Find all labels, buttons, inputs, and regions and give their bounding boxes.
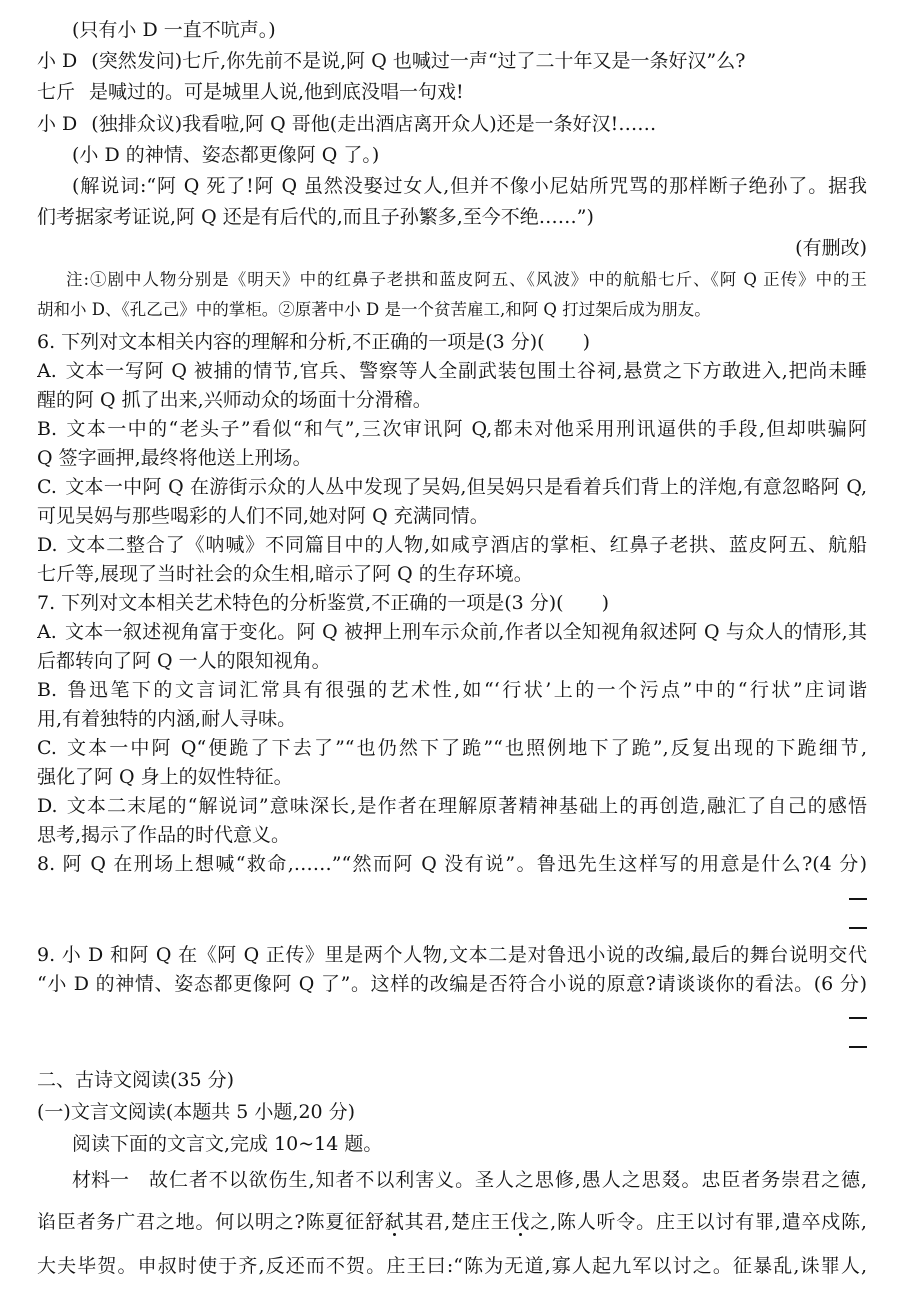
question-stem: 8. 阿 Q 在刑场上想喊“救命,……”“然而阿 Q 没有说”。鲁迅先生这样写的用意是什么?(4 分) <box>37 853 867 875</box>
option-d <box>37 531 867 559</box>
speaker-name: 小 D <box>37 113 78 135</box>
stage-direction: (只有小 D 一直不吭声。) <box>72 19 276 41</box>
option-text: 可见吴妈与那些喝彩的人们不同,她对阿 Q 充满同情。 <box>37 505 489 527</box>
narration-line: 们考据家考证说,阿 Q 还是有后代的,而且子孙繁多,至今不绝……”) <box>37 206 594 228</box>
option-label: C. <box>37 737 57 759</box>
dialogue-line <box>37 47 867 75</box>
option-text: 文本一中的“老头子”看似“和气”,三次审讯阿 Q,都未对他采用刑讯逼供的手段,但却哄骗阿 <box>65 418 867 440</box>
question-stem: 9. 小 D 和阿 Q 在《阿 Q 正传》里是两个人物,文本二是对鲁迅小说的改编,最后的舞台说明交代 <box>37 944 867 966</box>
option-label: A. <box>37 621 57 643</box>
option-text: 文本一叙述视角富于变化。阿 Q 被押上刑车示众前,作者以全知视角叙述阿 Q 与众人的情形,其 <box>64 621 867 643</box>
source-note: (有删改) <box>795 237 867 259</box>
option-text: 后都转向了阿 Q 一人的限知视角。 <box>37 650 331 672</box>
option-text: Q 签字画押,最终将他送上刑场。 <box>37 447 312 469</box>
option-text: 文本一中阿 Q“便跪了下去了”“也仍然下了跪”“也照例地下了跪”,反复出现的下跪细节, <box>64 737 867 759</box>
option-text: 强化了阿 Q 身上的奴性特征。 <box>37 766 293 788</box>
dialogue-line <box>37 110 867 138</box>
footnote-line: 注:①剧中人物分别是《明天》中的红鼻子老拱和蓝皮阿五、《风波》中的航船七斤、《阿 Q 正传》中的王 <box>66 270 867 289</box>
passage-line <box>72 1166 867 1194</box>
speaker-name: 七斤 <box>37 81 76 103</box>
option-d <box>37 792 867 820</box>
passage-line <box>37 1252 867 1280</box>
answer-line <box>849 1017 867 1019</box>
instruction-text: 阅读下面的文言文,完成 10~14 题。 <box>72 1133 383 1155</box>
option-b <box>37 676 867 704</box>
option-text: 思考,揭示了作品的时代意义。 <box>37 824 291 846</box>
dialogue-text: 是喊过的。可是城里人说,他到底没唱一句戏! <box>89 81 464 103</box>
option-a <box>37 357 867 385</box>
option-label: B. <box>37 679 58 701</box>
option-c <box>37 473 867 501</box>
subsection-heading: (一)文言文阅读(本题共 5 小题,20 分) <box>37 1101 356 1123</box>
answer-line <box>849 927 867 929</box>
option-b <box>37 415 867 443</box>
option-text: 文本一中阿 Q 在游街示众的人丛中发现了吴妈,但吴妈只是看着兵们背上的洋炮,有意忽略阿 Q, <box>64 476 867 498</box>
option-text: 文本二整合了《呐喊》不同篇目中的人物,如咸亨酒店的掌柜、红鼻子老拱、蓝皮阿五、航船 <box>65 534 867 556</box>
option-text: 用,有着独特的内涵,耐人寻味。 <box>37 708 297 730</box>
passage-text: 其君,楚庄王 <box>404 1211 511 1233</box>
option-label: D. <box>37 795 58 817</box>
question-stem: 6. 下列对文本相关内容的理解和分析,不正确的一项是(3 分)( ) <box>37 331 590 353</box>
option-c <box>37 734 867 762</box>
option-a <box>37 618 867 646</box>
option-text: 文本一写阿 Q 被捕的情节,官兵、警察等人全副武装包围土谷祠,悬赏之下方敢进入,把尚未睡 <box>64 360 867 382</box>
question-stem: 7. 下列对文本相关艺术特色的分析鉴赏,不正确的一项是(3 分)( ) <box>37 592 609 614</box>
section-heading: 二、古诗文阅读(35 分) <box>37 1069 235 1091</box>
option-label: A. <box>37 360 57 382</box>
option-label: D. <box>37 534 58 556</box>
answer-line <box>849 1046 867 1048</box>
passage-text: 故仁者不以欲伤生,知者不以利害义。圣人之思修,愚人之思叕。忠臣者务崇君之德, <box>148 1169 867 1191</box>
question-stem: “小 D 的神情、姿态都更像阿 Q 了”。这样的改编是否符合小说的原意?请谈谈你的看法。(6 分) <box>37 973 867 995</box>
passage-text: 之,陈人听令。庄王以讨有罪,遣卒戍陈, <box>530 1211 867 1233</box>
passage-text: 谄臣者务广君之地。何以明之?陈夏征舒 <box>37 1211 385 1233</box>
option-text: 醒的阿 Q 抓了出来,兴师动众的场面十分滑稽。 <box>37 389 432 411</box>
option-label: B. <box>37 418 58 440</box>
footnote-line: 胡和小 D、《孔乙己》中的掌柜。②原著中小 D 是一个贫苦雇工,和阿 Q 打过架后成为朋友。 <box>37 300 711 319</box>
dialogue-text: (突然发问)七斤,你先前不是说,阿 Q 也喊过一声“过了二十年又是一条好汉”么? <box>91 50 746 72</box>
emphasized-character: 伐 <box>510 1211 531 1233</box>
stage-direction: (小 D 的神情、姿态都更像阿 Q 了。) <box>72 144 380 166</box>
dialogue-text: (独排众议)我看啦,阿 Q 哥他(走出酒店离开众人)还是一条好汉!…… <box>91 113 657 135</box>
passage-text: 大夫毕贺。申叔时使于齐,反还而不贺。庄王曰:“陈为无道,寡人起九军以讨之。征暴乱,诛罪人, <box>37 1255 867 1277</box>
material-label: 材料一 <box>72 1169 130 1191</box>
option-text: 七斤等,展现了当时社会的众生相,暗示了阿 Q 的生存环境。 <box>37 563 533 585</box>
answer-line <box>849 898 867 900</box>
emphasized-character: 弑 <box>384 1211 405 1233</box>
speaker-name: 小 D <box>37 50 78 72</box>
narration-line: (解说词:“阿 Q 死了!阿 Q 虽然没娶过女人,但并不像小尼姑所咒骂的那样断子绝孙了。据我 <box>72 175 867 197</box>
option-text: 文本二末尾的“解说词”意味深长,是作者在理解原著精神基础上的再创造,融汇了自己的感悟 <box>65 795 867 817</box>
option-label: C. <box>37 476 57 498</box>
dialogue-line <box>37 78 867 106</box>
option-text: 鲁迅笔下的文言词汇常具有很强的艺术性,如“‘行状’上的一个污点”中的“行状”庄词谐 <box>65 679 867 701</box>
passage-line <box>37 1208 867 1248</box>
